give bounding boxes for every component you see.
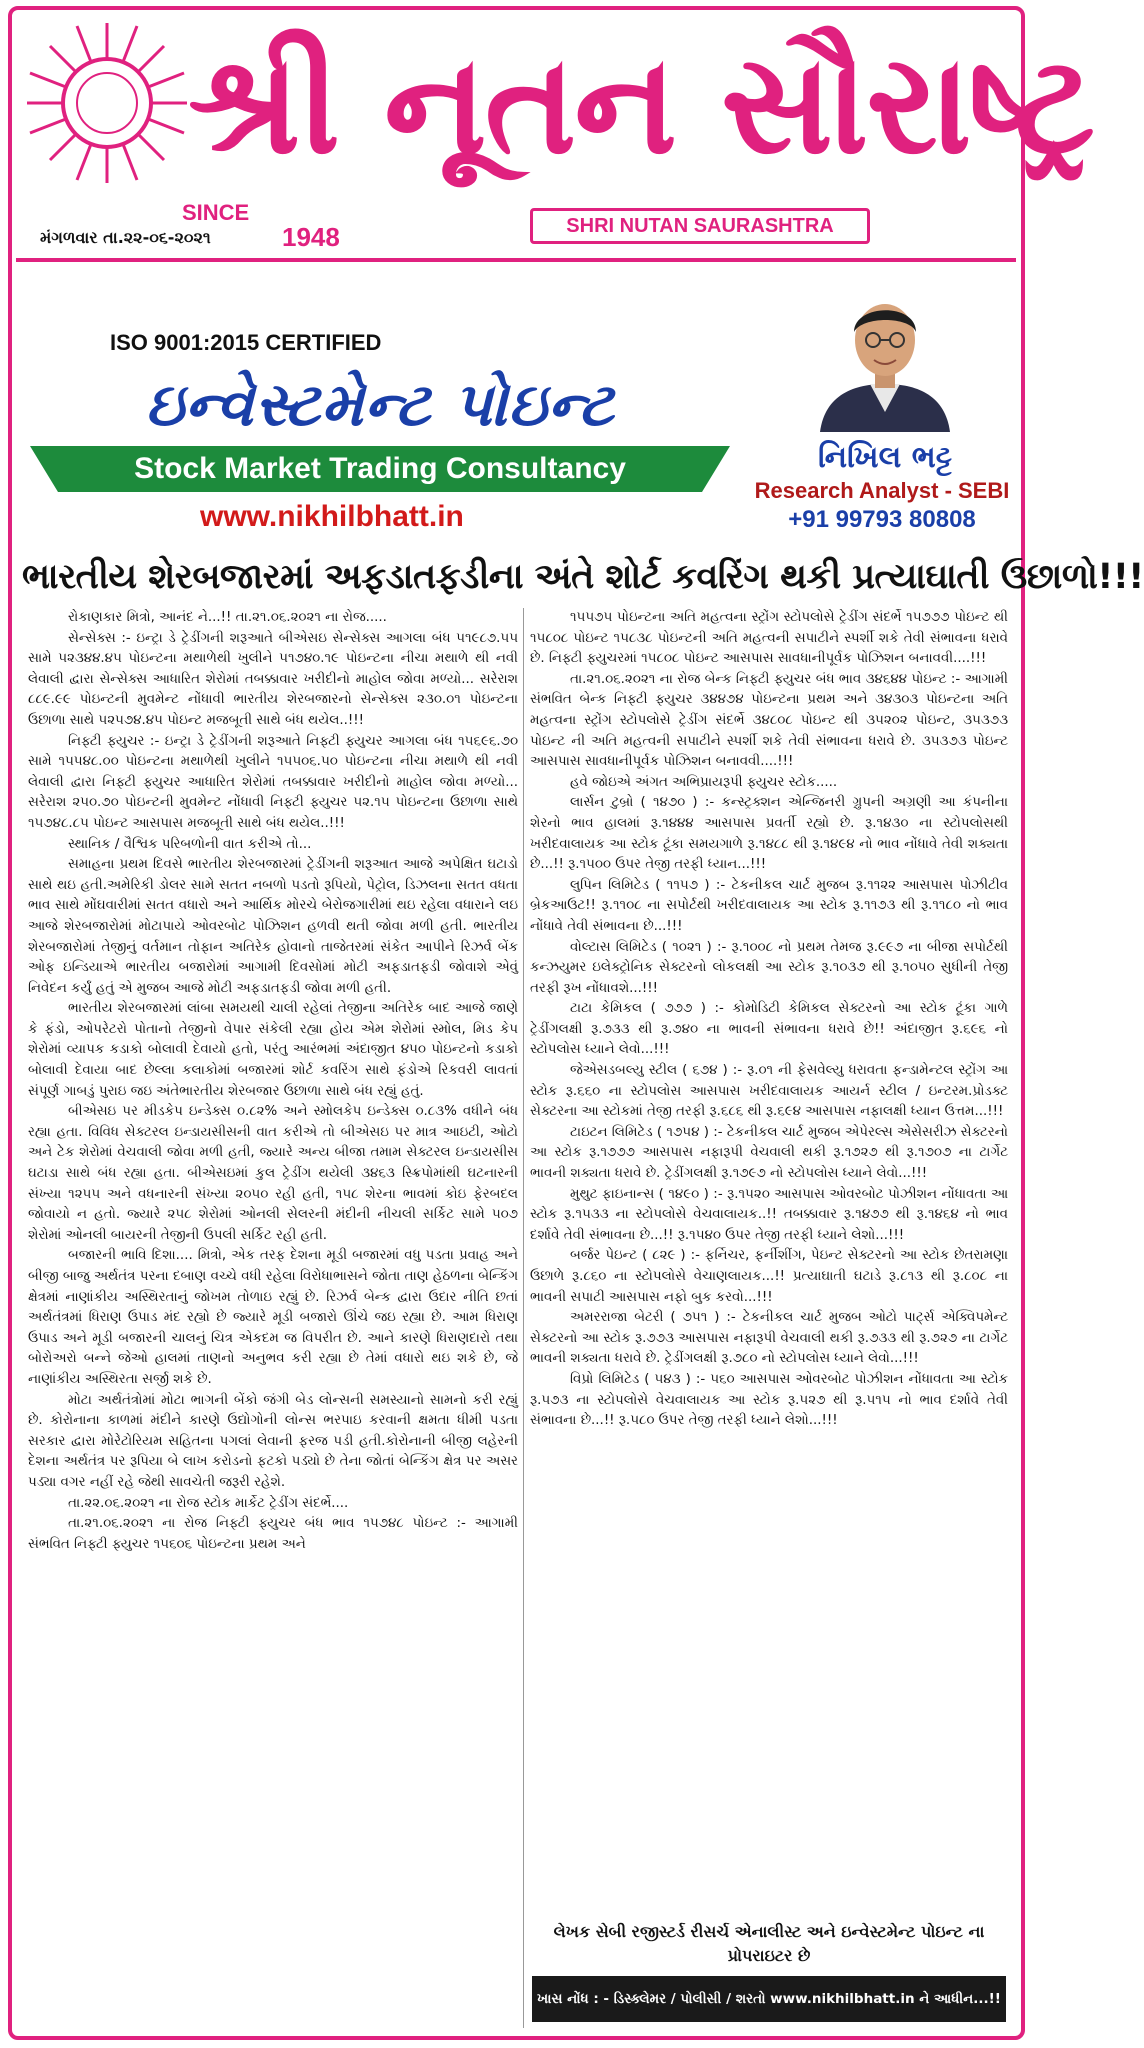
column-divider [523,608,524,2028]
paragraph: ૧૫૫૭૫ પોઇન્ટના અતિ મહત્વના સ્ટ્રોંગ સ્ટોપલોસે ટ્રેડીંગ સંદર્ભે ૧૫૭૭૭ પોઇન્ટ થી ૧૫૮૦૮ પોઇન્ટ ૧૫૮૩૮ પોઇન્ટની અતિ મહત્વની સપાટીને સ્પર્શી શકે તેવી સંભાવના ધરાવે છે. નિફ્ટી ફ્યુચરમાં ૧૫૮૦૮ પોઇન્ટ આસપાસ સાવધાનીપૂર્વક પોઝિશન બનાવવી....!!! [530,610,1008,667]
analyst-photo [810,282,960,432]
paragraph: બજારની ભાવિ દિશા.... મિત્રો, એક તરફ દેશના મૂડી બજારમાં વધુ પડતા પ્રવાહ અને બીજી બાજુ અર્થતંત્ર પરના દબાણ વચ્ચે વધી રહેલા વિરોધાભાસને જોતા તાણ હેઠળના બેન્કિંગ ક્ષેત્રમાં નાણાંકીય અસ્થિરતાનું જોખમ તોળાઇ રહ્યું છે. રિઝર્વ બેન્ક દ્વારા ઉદાર નીતિ છતાં અર્થતંત્રમાં ધિરાણ ઉપાડ મંદ રહ્યો છે જ્યારે મૂડી બજારો ઊંચે જઇ રહ્યા છે. આમ ધિરાણ ઉપાડ અને મૂડી બજારની ચાલનું ચિત્ર એકદમ જ વિપરીત છે. આને કારણે ધિરાણદારો તથા બોરોઅરો બન્ને જેઓ હાલમાં તાણનો અનુભવ કરી રહ્યા છે તેમાં વધારો થઇ શકે છે, જે નાણાંકીય અસ્થિરતા સર્જી શકે છે. [28,1248,518,1387]
paragraph: તા.૨૨.૦૬.૨૦૨૧ ના રોજ સ્ટોક માર્કેટ ટ્રેડીંગ સંદર્ભે.... [68,1495,349,1511]
analyst-name: નિખિલ ભટ્ટ [818,440,952,475]
paragraph: બીએસઇ પર મીડકેપ ઇન્ડેક્સ ૦.૮૨% અને સ્મોલકેપ ઇન્ડેક્સ ૦.૮૩% વધીને બંધ રહ્યા હતા. વિવિધ સેક્ટરલ ઇન્ડાયસીસની વાત કરીએ તો બીએસઇ પર માત્ર આઇટી, ઓટો અને ટેક શેરોમાં વેચવાલી જોવા મળી હતી, જ્યારે અન્ય બીજા તમામ સેક્ટરલ ઇન્ડાયસીસ ઘટાડા સાથે બંધ રહ્યા હતા. બીએસઇમાં કુલ ટ્રેડીંગ થયેલી ૩૪૬૩ સ્ક્રિપોમાંથી ઘટનારની સંખ્યા ૧૨૫૫ અને વધનારની સંખ્યા ૨૦૫૦ રહી હતી, ૧૫૮ શેરના ભાવમાં કોઇ ફેરબદલ જોવાયો ન હતો. જ્યારે ૨૫૮ શેરોમાં ઓનલી સેલરની મંદીની નીચલી સર્કિટ સામે ૫૦૭ શેરોમાં ઓનલી બાયરની તેજીની ઉપલી સર્કિટ રહી હતી. [28,1104,518,1243]
stock-pick: લાર્સન ટુબ્રો ( ૧૪૭૦ ) :- કન્સ્ટ્રક્શન એન્જિનરી ગ્રુપની અગ્રણી આ કંપનીના શેરનો ભાવ હાલમાં રૂ.૧૪૪૪ આસપાસ પ્રવર્તી રહ્યો છે. રૂ.૧૪૩૦ ના સ્ટોપલોસથી ખરીદવાલાયક આ સ્ટોક ટૂંકા સમયગાળે રૂ.૧૪૮૮ થી રૂ.૧૪૯૪ નો ભાવ નોંધાવે તેવી શક્યતા છે...!! રૂ.૧૫૦૦ ઉપર તેજી તરફી ધ્યાન...!!! [530,795,1008,873]
analyst-phone[interactable]: +91 99793 80808 [788,506,976,533]
stock-pick: વિપ્રો લિમિટેડ ( ૫૪૩ ) :- ૫૬૦ આસપાસ ઓવરબોટ પોઝીશન નોંધાવતા આ સ્ટોક રૂ.૫૭૩ ના સ્ટોપલોસે વેચવાલાયક આ સ્ટોક રૂ.૫૨૭ થી રૂ.૫૧૫ નો ભાવ દર્શાવે તેવી સંભાવના છે...!! રૂ.૫૮૦ ઉપર તેજી તરફી ધ્યાને લેશો...!!! [530,1371,1008,1429]
paragraph: હવે જોઇએ અંગત અભિપ્રાયરૂપી ફ્યુચર સ્ટોક..... [570,774,838,790]
disclaimer-banner: ખાસ નોંધ : - ડિસ્ક્લેમર / પોલીસી / શરતો www.nikhilbhatt.in ને આધીન...!! [532,1976,1006,2022]
paragraph: મોટા અર્થતંત્રોમાં મોટા ભાગની બેંકો જંગી બેડ લોન્સની સમસ્યાનો સામનો કરી રહ્યું છે. કોરોનાના કાળમાં મંદીને કારણે ઉદ્યોગોની લોન્સ ભરપાઇ કરવાની ક્ષમતા ધીમી પડતા સરકાર દ્વારા મોરેટોરિયમ સહિતના પગલાં લેવાની ફરજ પડી હતી.કોરોનાની બીજી લહેરની દેશના અર્થતંત્ર પર રૂપિયા બે લાખ કરોડનો ફટકો પડ્યો છે તેના જોતાં બેન્કિંગ ક્ષેત્ર પર અસર પડ્યા વગર નહીં રહે જેથી સાવચેતી જરૂરી રહેશે. [28,1392,518,1490]
article-column-left [28,608,518,2040]
stock-pick: જેએસડબલ્યુ સ્ટીલ ( ૬૭૪ ) :- રૂ.૦૧ ની ફેસવેલ્યુ ધરાવતા ફન્ડામેન્ટલ સ્ટ્રોંગ આ સ્ટોક રૂ.૬૬૦ ના સ્ટોપલોસ આસપાસ ખરીદવાલાયક આયર્ન સ્ટીલ / ઇન્ટરમ.પ્રોડક્ટ સેક્ટરના આ સ્ટોકમાં તેજી તરફી રૂ.૬૮૬ થી રૂ.૬૯૪ આસપાસ નફાલક્ષી ધ્યાન ઉત્તમ...!!! [530,1063,1008,1120]
since-year: 1948 [282,222,340,252]
stock-pick: ટાઇટન લિમિટેડ ( ૧૭૫૪ ) :- ટેકનીકલ ચાર્ટ મુજબ એપેરલ્સ એસેસરીઝ સેક્ટરનો આ સ્ટોક રૂ.૧૭૭૭ આસપાસ નફારૂપી વેચવાલી થકી રૂ.૧૭૨૭ થી રૂ.૧૭૦૭ ના ટાર્ગેટ ભાવની શક્યતા ધરાવે છે. ટ્રેડીંગલક્ષી રૂ.૧૭૯૭ નો સ્ટોપલોસ ધ્યાને લેવો...!!! [530,1124,1008,1182]
paragraph: તા.૨૧.૦૬.૨૦૨૧ ના રોજ બેન્ક નિફ્ટી ફ્યુચર બંધ ભાવ ૩૪૬૪૪ પોઇન્ટ :- આગામી સંભવિત બેન્ક નિફ્ટી ફ્યુચર ૩૪૪૭૪ પોઇન્ટના પ્રથમ અને ૩૪૩૦૩ પોઇન્ટના અતિ મહત્વના સ્ટ્રોંગ સ્ટોપલોસે ટ્રેડીંગ સંદર્ભે ૩૪૮૦૮ પોઇન્ટ થી ૩૫૨૦૨ પોઇન્ટ, ૩૫૩૭૩ પોઇન્ટ ની અતિ મહત્વની સપાટીને સ્પર્શી શકે તેવી સંભાવના ધરાવે છે. ૩૫૩૭૩ પોઇન્ટ આસપાસ સાવધાનીપૂર્વક પોઝિશન બનાવવી....!!! [530,671,1008,770]
stock-pick: લુપિન લિમિટેડ ( ૧૧૫૭ ) :- ટેકનીકલ ચાર્ટ મુજબ રૂ.૧૧૨૨ આસપાસ પોઝીટીવ બ્રેકઆઉટ!! રૂ.૧૧૦૮ ના સપોર્ટથી ખરીદવાલાયક આ સ્ટોક રૂ.૧૧૭૩ થી રૂ.૧૧૮૦ નો ભાવ નોંધાવે તેવી સંભાવના છે...!!! [530,877,1008,934]
author-note: લેખક સેબી રજીસ્ટર્ડ રીસર્ચ એનાલીસ્ટ અને ઇન્વેસ્ટમેન્ટ પોઇન્ટ ના પ્રોપરાઇટર છે [553,1922,985,1965]
masthead-title: શ્રી નૂતન સૌરાષ્ટ્ર [188,24,1093,185]
stock-pick: ટાટા કેમિકલ ( ૭૭૭ ) :- કોમોડિટી કેમિકલ સેક્ટરનો આ સ્ટોક ટૂંકા ગાળે ટ્રેડીંગલક્ષી રૂ.૭૩૩ થી રૂ.૭૪૦ ના ભાવની સંભાવના ધરાવે છે!! અંદાજીત રૂ.૬૯૬ નો સ્ટોપલોસ ધ્યાને લેવો...!!! [530,1001,1008,1058]
stock-pick: વોલ્ટાસ લિમિટેડ ( ૧૦૨૧ ) :- રૂ.૧૦૦૮ નો પ્રથમ તેમજ રૂ.૯૯૭ ના બીજા સપોર્ટથી કન્ઝયુમર ઇલેક્ટ્રોનિક સેક્ટરનો લોકલક્ષી આ સ્ટોક રૂ.૧૦૩૭ થી રૂ.૧૦૫૦ સુધીની તેજી તરફી રૂખ નોંધાવશે...!!! [530,939,1008,996]
paragraph: નિફ્ટી ફ્યુચર :- ઇન્ટ્રા ડે ટ્રેડીંગની શરૂઆતે નિફ્ટી ફ્યુચર આગલા બંધ ૧૫૬૯૬.૭૦ સામે ૧૫૫૪૮.૦૦ પોઇન્ટના મથાળેથી ખુલીને ૧૫૫૦૬.૫૦ પોઇન્ટના નીચા મથાળે થી નવી લેવાલી દ્વારા નિફ્ટી ફ્યુચર આધારિત શેરોમાં તબક્કાવાર ખરીદીનો માહોલ જોવા મળ્યો... સરેરાશ ૨૫૦.૭૦ પોઇન્ટની મુવમેન્ટ નોંધાવી નિફ્ટી ફ્યુચર ૫૨.૧૫ પોઇન્ટના ઉછાળા સાથે ૧૫૭૪૮.૮૫ પોઇન્ટ આસપાસ મજબૂતી સાથે બંધ થયેલ..!!! [28,733,518,831]
stock-pick: મુથુટ ફાઇનાન્સ ( ૧૪૯૦ ) :- રૂ.૧૫૨૦ આસપાસ ઓવરબોટ પોઝીશન નોંધાવતા આ સ્ટોક રૂ.૧૫૩૩ ના સ્ટોપલોસે વેચવાલાયક..!! તબક્કાવાર રૂ.૧૪૭૭ થી રૂ.૧૪૬૪ નો ભાવ દર્શાવે તેવી સંભાવના છે...!! રૂ.૧૫૪૦ ઉપર તેજી તરફી ધ્યાને લેશો...!!! [530,1186,1008,1243]
article-column-right [530,608,1008,1920]
paragraph: સમાહના પ્રથમ દિવસે ભારતીય શેરબજારમાં ટ્રેડીંગની શરૂઆત આજે અપેક્ષિત ઘટાડો સાથે થઇ હતી.અમેરિકી ડોલર સામે સતત નબળો પડતો રૂપિયો, પેટ્રોલ, ડિઝલના સતત વધતા ભાવ સાથે મોંઘવારીમાં સતત વધારો અને આર્થિક મોરચે બેરોજગારીમાં થઇ રહેલા વધારાને લઇ આજે શેરબજારોમાં મોટાપાયે ઓવરબોટ પોઝિશન હળવી થતી જોવા મળી હતી. ભારતીય શેરબજારોમાં તેજીનું વર્તમાન તોફાન અતિરેક હોવાનો તાજેતરમાં સંકેત આપીને રિઝર્વ બેંક ઓફ ઇન્ડિયાએ ભારતીય બજારોમાં આગામી દિવસોમાં મોટી અફડાતફડી જોવાશે એવું નિવેદન કર્યું હતું એ મુજબ આજે મોટી અફડાતફડી જોવા મળી હતી. [28,857,518,996]
paragraph: સેન્સેક્સ :- ઇન્ટ્રા ડે ટ્રેડીંગની શરૂઆતે બીએસઇ સેન્સેક્સ આગલા બંધ ૫૧૯૮૭.૫૫ સામે ૫૨૩૪૪.૪૫ પોઇન્ટના મથાળેથી ખુલીને ૫૧૭૪૦.૧૯ પોઇન્ટના નીચા મથાળે થી નવી લેવાલી દ્વારા સેન્સેક્સ આધારિત શેરોમાં તબક્કાવાર ખરીદીનો માહોલ જોવા મળ્યો... સરેરાશ ૮૮૯.૯૯ પોઇન્ટની મુવમેન્ટ નોંધાવી ભારતીય શેરબજારનો સેન્સેક્સ ૨૩૦.૦૧ પોઇન્ટના ઉછાળા સાથે ૫૨૫૭૪.૪૫ પોઇન્ટ મજબૂતી સાથે બંધ થયેલ..!!! [28,630,518,728]
paragraph: સ્થાનિક / વૈશ્વિક પરિબળોની વાત કરીએ તો... [68,836,312,852]
paragraph: ભારતીય શેરબજારમાં લાંબા સમયથી ચાલી રહેલાં તેજીના અતિરેક બાદ આજે જાણે કે ફંડો, ઓપરેટરો પોતાનો તેજીનો વેપાર સંકેલી રહ્યા હોય એમ શેરોમાં સ્મોલ, મિડ કેપ શેરોમાં વ્યાપક કડાકો બોલાવી દેવાયો હતો, પરંતુ આરંભમાં અંદાજીત ૪૫૦ પોઇન્ટનો કડાકો બોલાવી દેવાયા બાદ છેલ્લા કલાકોમાં બજારમાં શોર્ટ કવરિંગ સાથે ફંડોએ રિકવરી લાવતાં સંપૂર્ણ ગાબડું પુરાઇ જઇ અંતેભારતીય શેરબજાર ઉછાળા સાથે બંધ રહ્યું હતું. [28,1001,518,1099]
article-headline: ભારતીય શેરબજારમાં અફડાતફડીના અંતે શોર્ટ કવરિંગ થકી પ્રત્યાઘાતી ઉછાળો!!! [22,557,1144,597]
masthead-divider [16,258,1016,262]
paragraph: રોકાણકાર મિત્રો, આનંદ ને...!! તા.૨૧.૦૬.૨૦૨૧ ના રોજ..... [68,610,387,625]
tagline-text: Stock Market Trading Consultancy [134,452,626,485]
stock-pick: અમરરાજા બેટરી ( ૭૫૧ ) :- ટેકનીકલ ચાર્ટ મુજબ ઓટો પાર્ટ્સ એક્વિપમેન્ટ સેક્ટરનો આ સ્ટોક રૂ.૭૭૩ આસપાસ નફારૂપી વેચવાલી થકી રૂ.૭૩૩ થી રૂ.૭૨૭ ના ટાર્ગેટ ભાવની શક્યતા ધરાવે છે. ટ્રેડીંગલક્ષી રૂ.૭૮૦ નો સ્ટોપલોસ ધ્યાને લેવો...!!! [530,1310,1008,1367]
paragraph: તા.૨૧.૦૬.૨૦૨૧ ના રોજ નિફ્ટી ફ્યુચર બંધ ભાવ ૧૫૭૪૮ પોઇન્ટ :- આગામી સંભવિત નિફ્ટી ફ્યુચર ૧૫૬૦૬ પોઇન્ટના પ્રથમ અને [28,1516,518,1552]
issue-date: મંગળવાર તા.૨૨-૦૬-૨૦૨૧ [40,228,211,247]
sun-logo-icon [22,18,192,188]
brand-name: ઇન્વેસ્ટમેન્ટ પોઇન્ટ [145,370,615,440]
analyst-title: Research Analyst - SEBI [754,478,1010,503]
iso-certification: ISO 9001:2015 CERTIFIED [110,330,382,355]
stock-pick: બર્જર પેઇન્ટ ( ૮૨૯ ) :- ફર્નિચર, ફર્નીશીંગ, પેઇન્ટ સેક્ટરનો આ સ્ટોક છેતરામણા ઉછાળે રૂ.૮૬૦ ના સ્ટોપલોસે વેચાણલાયક...!! પ્રત્યાઘાતી ઘટાડે રૂ.૮૧૩ થી રૂ.૮૦૮ ના ભાવની સપાટી આસપાસ નફો બુક કરવો...!!! [530,1248,1008,1305]
english-name-badge: SHRI NUTAN SAURASHTRA [530,208,870,244]
website-link[interactable]: www.nikhilbhatt.in [200,500,464,533]
since-label: SINCE [182,200,250,225]
